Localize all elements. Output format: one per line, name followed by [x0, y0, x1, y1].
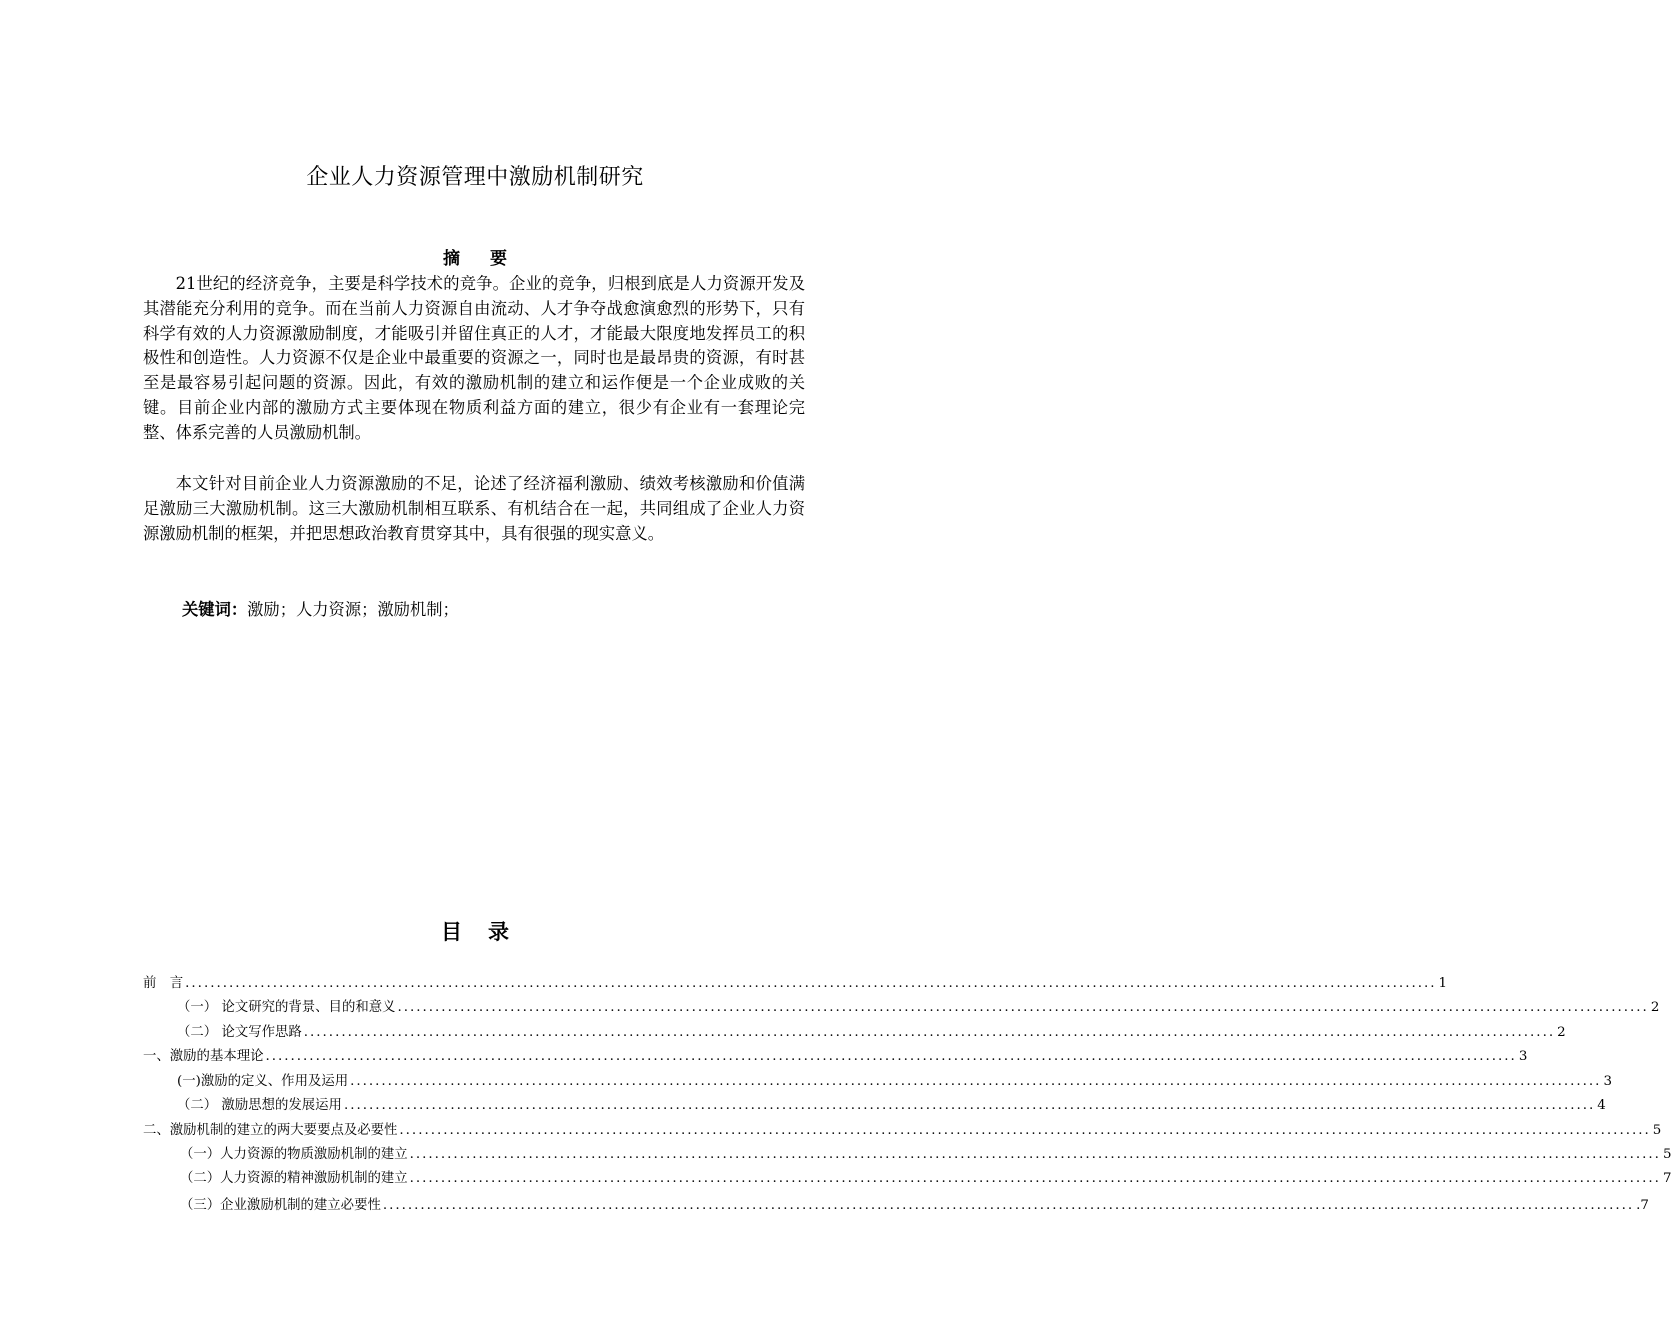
keywords-label: 关键词：	[182, 600, 248, 619]
toc-entry[interactable]	[143, 972, 1448, 994]
toc-entry-page: 3	[1603, 1074, 1612, 1089]
toc-entry[interactable]	[143, 1045, 1528, 1067]
document-title: 企业人力资源管理中激励机制研究	[306, 165, 644, 190]
abstract-paragraph-1: 21世纪的经济竞争，主要是科学技术的竞争。企业的竞争，归根到底是人力资源开发及其潜能充分利用的竞争。而在当前人力资源自由流动、人才争夺战愈演愈烈的形势下，只有科学有效的人力资源激励制度，才能吸引并留住真正的人才，才能最大限度地发挥员工的积极性和创造性。人力资源不仅是企业中最重要的资源之一，同时也是最昂贵的资源，有时甚至是最容易引起问题的资源。因此，有效的激励机制的建立和运作便是一个企业成败的关键。目前企业内部的激励方式主要体现在物质利益方面的建立，很少有企业有一套理论完整、体系完善的人员激励机制。	[143, 274, 805, 442]
keywords-value: 激励；人力资源；激励机制；	[247, 600, 459, 619]
toc-heading-char-2: 录	[488, 920, 509, 944]
toc-entry-label: 二、激励机制的建立的两大要要点及必要性	[143, 1123, 398, 1138]
toc-leader-dots: ........................................................................................................................................................................................................	[382, 1198, 1635, 1213]
toc-entry[interactable]	[177, 1021, 1566, 1043]
abstract-heading-char-2: 要	[490, 249, 507, 269]
toc-leader-dots: ........................................................................................................................................................................................................	[343, 1098, 1596, 1113]
toc-entry-page: 3	[1518, 1049, 1528, 1064]
toc-leader-dots: ........................................................................................................................................................................................................	[399, 1123, 1651, 1138]
abstract-paragraph-2: 本文针对目前企业人力资源激励的不足，论述了经济福利激励、绩效考核激励和价值满足激励三大激励机制。这三大激励机制相互联系、有机结合在一起，共同组成了企业人力资源激励机制的框架，并把思想政治教育贯穿其中，具有很强的现实意义。	[143, 474, 805, 543]
toc-entry[interactable]	[177, 1070, 1612, 1092]
toc-entry-page: 4	[1597, 1098, 1606, 1113]
toc-leader-dots: ........................................................................................................................................................................................................	[350, 1074, 1602, 1089]
toc-leader-dots: ........................................................................................................................................................................................................	[185, 976, 1437, 991]
toc-entry-label: 一、激励的基本理论	[143, 1049, 264, 1064]
toc-entry[interactable]	[177, 1094, 1606, 1116]
toc-entry-label: (一)激励的定义、作用及运用	[177, 1074, 349, 1089]
toc-leader-dots: ........................................................................................................................................................................................................	[409, 1171, 1661, 1186]
toc-entry-page: 5	[1662, 1147, 1671, 1162]
toc-entry-page: 5	[1652, 1123, 1662, 1138]
toc-heading-char-1: 目	[441, 920, 462, 944]
toc-entry-label: （一） 论文研究的背景、目的和意义	[177, 1000, 396, 1015]
toc-entry-page: .7	[1636, 1198, 1649, 1213]
toc-entry-page: 2	[1650, 1000, 1660, 1015]
toc-leader-dots: ........................................................................................................................................................................................................	[409, 1147, 1661, 1162]
toc-entry[interactable]	[143, 1119, 1662, 1141]
toc-entry-label: 前 言	[143, 976, 184, 991]
toc-entry-label: （二） 激励思想的发展运用	[177, 1098, 342, 1113]
toc-entry-page: 1	[1438, 976, 1448, 991]
toc-leader-dots: ........................................................................................................................................................................................................	[397, 1000, 1649, 1015]
toc-entry[interactable]	[180, 1194, 1649, 1216]
toc-leader-dots: ........................................................................................................................................................................................................	[265, 1049, 1517, 1064]
toc-entry[interactable]	[180, 1143, 1671, 1165]
toc-entry[interactable]	[177, 996, 1660, 1018]
toc-entry-label: （三）企业激励机制的建立必要性	[180, 1198, 381, 1213]
abstract-heading-char-1: 摘	[443, 249, 460, 269]
toc-leader-dots: ........................................................................................................................................................................................................	[303, 1025, 1556, 1040]
toc-entry-page: 7	[1662, 1171, 1671, 1186]
toc-entry-page: 2	[1557, 1025, 1566, 1040]
toc-entry-label: （二）人力资源的精神激励机制的建立	[180, 1171, 408, 1186]
toc-entry-label: （二） 论文写作思路	[177, 1025, 302, 1040]
toc-entry-label: （一）人力资源的物质激励机制的建立	[180, 1147, 408, 1162]
toc-entry[interactable]	[180, 1167, 1671, 1189]
